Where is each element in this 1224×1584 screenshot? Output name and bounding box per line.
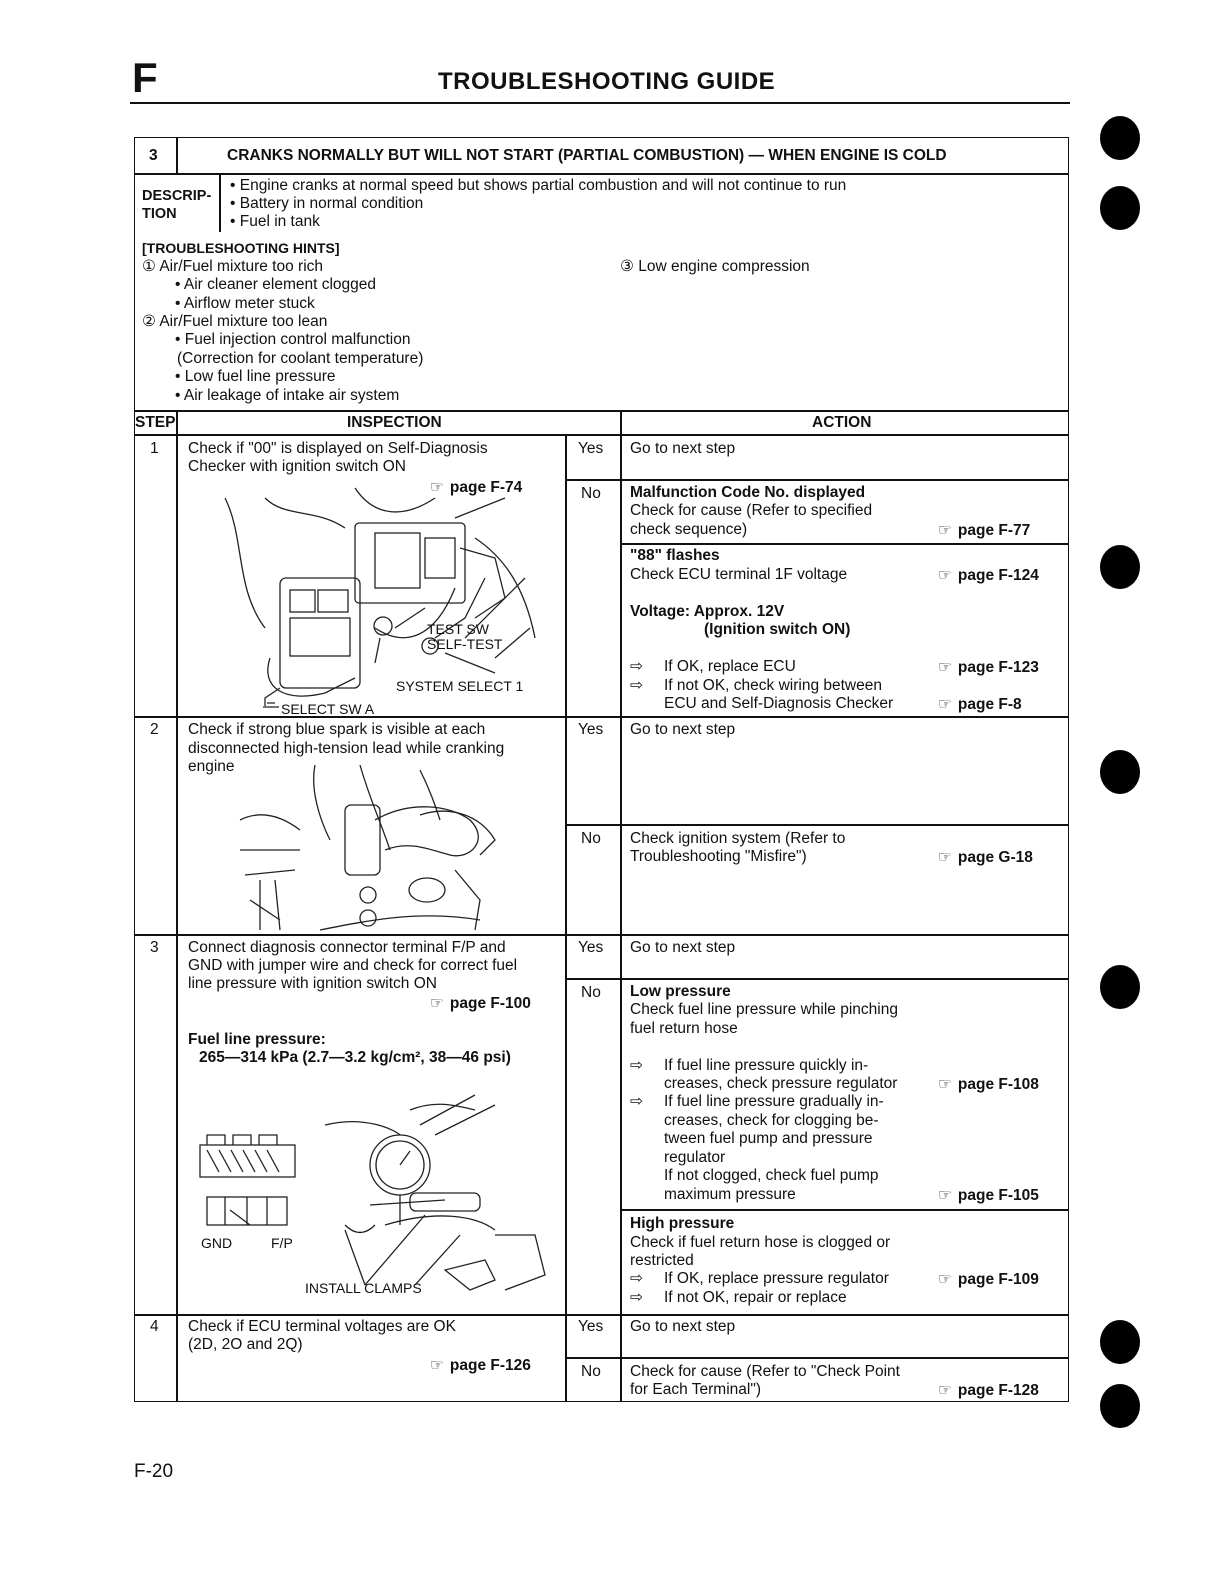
- pointing-hand-icon: ☞: [938, 1076, 952, 1093]
- hint-line: • Fuel injection control malfunction: [175, 331, 411, 348]
- spec-value: 265—314 kPa (2.7—3.2 kg/cm², 38—46 psi): [199, 1049, 511, 1066]
- rule-hints: [134, 410, 1069, 412]
- action-text: tween fuel pump and pressure: [664, 1130, 873, 1147]
- step-number: 4: [150, 1318, 159, 1335]
- rule-headers: [134, 434, 1069, 436]
- inspection-text: line pressure with ignition switch ON: [188, 975, 437, 992]
- pointing-hand-icon: ☞: [938, 659, 952, 676]
- yes-label: Yes: [578, 721, 604, 738]
- page-ref[interactable]: [938, 1186, 1039, 1205]
- rule-step3-no-split: [620, 1209, 1069, 1211]
- page-ref[interactable]: [938, 566, 1039, 585]
- page-ref-text: page F-8: [957, 696, 1022, 713]
- rule-step2-yesno: [565, 824, 1069, 826]
- spark-test-illustration: [220, 760, 510, 932]
- yes-label: Yes: [578, 1318, 604, 1335]
- pointing-hand-icon: ☞: [938, 567, 952, 584]
- rule-descrip: [219, 174, 221, 232]
- action-text: Check ECU terminal 1F voltage: [630, 566, 848, 583]
- action-text: ⇨ If not OK, repair or replace: [630, 1289, 847, 1306]
- inspection-text: Checker with ignition switch ON: [188, 458, 406, 475]
- arrow-icon: ⇨: [630, 677, 643, 694]
- page-ref[interactable]: [430, 1356, 531, 1375]
- action-text: ⇨ If fuel line pressure gradually in-: [630, 1093, 884, 1110]
- inspection-text: GND with jumper wire and check for correct fuel: [188, 957, 518, 974]
- rule-number: [176, 137, 178, 174]
- rule-step1-yesno: [565, 479, 1069, 481]
- page-ref[interactable]: [938, 1270, 1039, 1289]
- no-label: No: [581, 1363, 601, 1380]
- yes-label: Yes: [578, 939, 604, 956]
- problem-number: 3: [149, 147, 158, 164]
- page-ref[interactable]: [938, 695, 1022, 714]
- spec-title: Fuel line pressure:: [188, 1031, 326, 1048]
- page-ref-text: page F-77: [957, 522, 1031, 539]
- descrip-item: • Engine cranks at normal speed but shows partial combustion and will not continue to run: [230, 177, 847, 194]
- action-text: Go to next step: [630, 1318, 736, 1335]
- pointing-hand-icon: ☞: [430, 479, 444, 496]
- action-text: ⇨ If OK, replace ECU: [630, 658, 796, 675]
- inspection-text: Check if strong blue spark is visible at each: [188, 721, 486, 738]
- page-ref[interactable]: [938, 1381, 1039, 1400]
- action-text: Check if fuel return hose is clogged or: [630, 1234, 891, 1251]
- arrow-icon: ⇨: [630, 1270, 643, 1287]
- descrip-item: • Fuel in tank: [230, 213, 320, 230]
- rule-step3-yesno: [565, 978, 1069, 980]
- inspection-text: engine: [188, 758, 235, 775]
- hint-line: ① Air/Fuel mixture too rich: [142, 258, 324, 275]
- punch-hole: [1100, 965, 1140, 1009]
- page-ref[interactable]: [938, 848, 1033, 867]
- label-select-sw-a: SELECT SW A: [281, 701, 375, 716]
- action-title: High pressure: [630, 1215, 735, 1232]
- page-ref-text: page F-100: [449, 995, 531, 1012]
- step-number: 2: [150, 721, 159, 738]
- rule-step1-end: [134, 716, 1069, 718]
- page-ref-text: page F-74: [449, 479, 523, 496]
- rule-step1-no-split: [620, 543, 1069, 545]
- descrip-label: DESCRIP-: [142, 188, 212, 204]
- page-ref-text: page F-108: [957, 1076, 1039, 1093]
- page-title: TROUBLESHOOTING GUIDE: [438, 68, 776, 95]
- hint-line: • Airflow meter stuck: [175, 295, 315, 312]
- label-self-test: SELF-TEST: [427, 636, 503, 652]
- action-text: ECU and Self-Diagnosis Checker: [664, 695, 894, 712]
- action-text: Check for cause (Refer to "Check Point: [630, 1363, 900, 1380]
- hints-heading: [TROUBLESHOOTING HINTS]: [142, 240, 340, 256]
- inspection-text: disconnected high-tension lead while cranking: [188, 740, 505, 757]
- label-test-sw: TEST SW: [427, 621, 489, 637]
- label-system-select: SYSTEM SELECT 1: [396, 678, 524, 694]
- label-fp: F/P: [271, 1235, 293, 1251]
- section-letter: F: [132, 54, 158, 101]
- action-text: ⇨ If fuel line pressure quickly in-: [630, 1057, 869, 1074]
- arrow-icon: ⇨: [630, 1093, 643, 1110]
- hint-line: • Air cleaner element clogged: [175, 276, 377, 293]
- page-ref[interactable]: [938, 658, 1039, 677]
- action-text: Go to next step: [630, 939, 736, 956]
- action-text: If not clogged, check fuel pump: [664, 1167, 879, 1184]
- action-title: Low pressure: [630, 983, 731, 1000]
- no-label: No: [581, 830, 601, 847]
- action-text: for Each Terminal"): [630, 1381, 761, 1398]
- spec-text: (Ignition switch ON): [704, 621, 851, 638]
- action-text: restricted: [630, 1252, 694, 1269]
- arrow-icon: ⇨: [630, 658, 643, 675]
- header-rule: [130, 102, 1070, 104]
- action-text: Check for cause (Refer to specified: [630, 502, 873, 519]
- action-text: Go to next step: [630, 721, 736, 738]
- punch-hole: [1100, 116, 1140, 160]
- no-label: No: [581, 984, 601, 1001]
- pointing-hand-icon: ☞: [938, 1382, 952, 1399]
- action-text: ⇨ If not OK, check wiring between: [630, 677, 882, 694]
- label-install-clamps: INSTALL CLAMPS: [305, 1280, 422, 1296]
- punch-hole: [1100, 186, 1140, 230]
- rule-step2-end: [134, 934, 1069, 936]
- action-text: creases, check pressure regulator: [664, 1075, 898, 1092]
- hint-line: • Air leakage of intake air system: [175, 387, 400, 404]
- action-text: Check ignition system (Refer to: [630, 830, 846, 847]
- inspection-text: Connect diagnosis connector terminal F/P and: [188, 939, 506, 956]
- action-text: Troubleshooting "Misfire"): [630, 848, 807, 865]
- pointing-hand-icon: ☞: [938, 696, 952, 713]
- action-title: "88" flashes: [630, 547, 720, 564]
- action-title: Malfunction Code No. displayed: [630, 484, 866, 501]
- rule-action-col: [620, 410, 622, 1402]
- punch-hole: [1100, 1320, 1140, 1364]
- page-ref-text: page F-124: [957, 567, 1039, 584]
- header-inspection: INSPECTION: [347, 414, 442, 431]
- action-text: ⇨ If OK, replace pressure regulator: [630, 1270, 889, 1287]
- action-text: regulator: [664, 1149, 726, 1166]
- problem-title: CRANKS NORMALLY BUT WILL NOT START (PARTIAL COMBUSTION) — WHEN ENGINE IS COLD: [227, 147, 947, 164]
- action-text: maximum pressure: [664, 1186, 796, 1203]
- spec-text: Voltage: Approx. 12V: [630, 603, 785, 620]
- no-label: No: [581, 485, 601, 502]
- rule-yesno-col: [565, 434, 567, 1402]
- punch-hole: [1100, 545, 1140, 589]
- pointing-hand-icon: ☞: [430, 1357, 444, 1374]
- rule-step4-yesno: [565, 1357, 1069, 1359]
- inspection-text: Check if ECU terminal voltages are OK: [188, 1318, 456, 1335]
- page-ref[interactable]: [938, 1075, 1039, 1094]
- hint-line: (Correction for coolant temperature): [177, 350, 424, 367]
- header-step: STEP: [135, 414, 176, 431]
- pointing-hand-icon: ☞: [938, 1271, 952, 1288]
- inspection-text: (2D, 2O and 2Q): [188, 1336, 303, 1353]
- page-ref-text: page F-105: [957, 1187, 1039, 1204]
- rule-step-col: [176, 410, 178, 1402]
- rule-step3-end: [134, 1314, 1069, 1316]
- pointing-hand-icon: ☞: [938, 849, 952, 866]
- page-ref[interactable]: [430, 994, 531, 1013]
- arrow-icon: ⇨: [630, 1289, 643, 1306]
- page-ref-text: page F-126: [449, 1357, 531, 1374]
- punch-hole: [1100, 1384, 1140, 1428]
- self-diagnosis-checker-illustration: [205, 478, 560, 716]
- descrip-item: • Battery in normal condition: [230, 195, 424, 212]
- step-number: 3: [150, 939, 159, 956]
- page-ref-text: page F-128: [957, 1382, 1039, 1399]
- rule-title: [134, 173, 1069, 175]
- yes-label: Yes: [578, 440, 604, 457]
- step-number: 1: [150, 440, 159, 457]
- arrow-icon: ⇨: [630, 1057, 643, 1074]
- hint-line: • Low fuel line pressure: [175, 368, 336, 385]
- action-text: creases, check for clogging be-: [664, 1112, 879, 1129]
- fuel-pressure-gauge-illustration: [195, 1085, 560, 1313]
- page-ref-text: page F-109: [957, 1271, 1039, 1288]
- action-text: Check fuel line pressure while pinching: [630, 1001, 898, 1018]
- punch-hole: [1100, 750, 1140, 794]
- page-ref[interactable]: [938, 521, 1030, 540]
- action-text: Go to next step: [630, 440, 736, 457]
- pointing-hand-icon: ☞: [938, 1187, 952, 1204]
- hint-line: ② Air/Fuel mixture too lean: [142, 313, 328, 330]
- header-action: ACTION: [812, 414, 872, 431]
- descrip-label: TION: [142, 206, 177, 222]
- page-ref-text: page G-18: [957, 849, 1033, 866]
- hint-right: ③ Low engine compression: [620, 258, 810, 275]
- page-ref-text: page F-123: [957, 659, 1039, 676]
- action-text: check sequence): [630, 521, 748, 538]
- page-number: F-20: [134, 1461, 174, 1482]
- action-text: fuel return hose: [630, 1020, 738, 1037]
- pointing-hand-icon: ☞: [430, 995, 444, 1012]
- pointing-hand-icon: ☞: [938, 522, 952, 539]
- label-gnd: GND: [201, 1235, 233, 1251]
- inspection-text: Check if "00" is displayed on Self-Diagnosis: [188, 440, 488, 457]
